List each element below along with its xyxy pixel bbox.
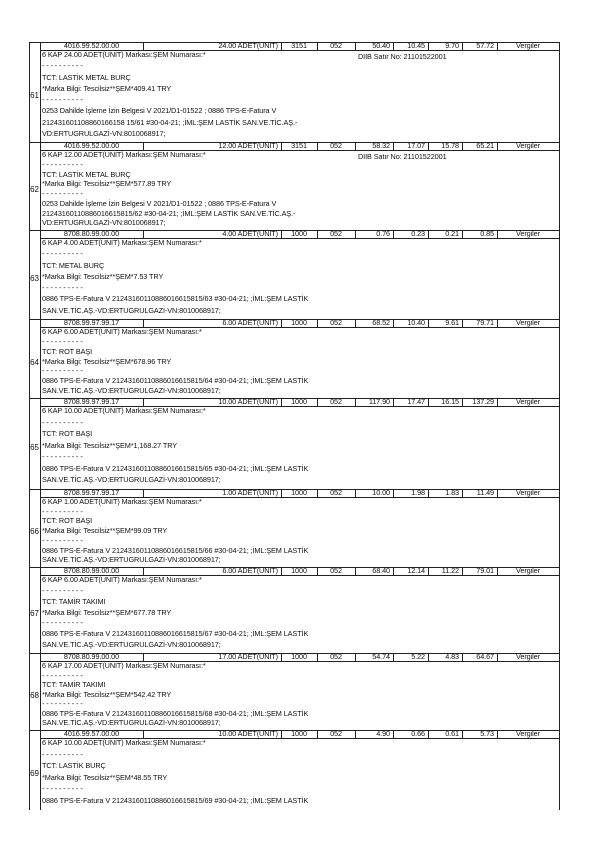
description-line: 6 KAP 4.00 ADET(UNIT) Markası:ŞEM Numarası:* [42, 238, 202, 247]
amount-3: 15.78 [441, 141, 459, 150]
amount-2: 0.66 [411, 729, 425, 738]
country-code: 3151 [291, 41, 307, 50]
description-line: 0886 TPS-E-Fatura V 21243160110886016615815/66 #30-04-21; ;İML:ŞEM LASTİK [42, 546, 309, 555]
amount-4: 137.29 [472, 397, 494, 406]
item-number: 61 [30, 91, 39, 100]
description-line: TCT: ROT BAŞI [42, 516, 93, 525]
item-number: 67 [30, 609, 39, 618]
quantity: 1.00 ADET(UNIT) [222, 488, 278, 497]
description-line: 212431601108860166158 15/61 #30-04-21; ;İML:ŞEM LASTİK SAN.VE.TİC.AŞ.- [42, 118, 298, 127]
description-line: - - - - - - - - - - [42, 366, 83, 375]
tariff-code: 8708.99.97.99.17 [63, 397, 120, 406]
country-code: 1000 [291, 652, 307, 661]
amount-3: 4.83 [445, 652, 459, 661]
country-code: 1000 [291, 566, 307, 575]
description-line: 6 KAP 17.00 ADET(UNIT) Markası:ŞEM Numarası:* [42, 661, 206, 670]
description-line: - - - - - - - - - - [42, 671, 83, 680]
amount-1: 117.90 [368, 397, 390, 406]
description-line: 0253 Dahilde İşleme İzin Belgesi V 2021/D1-01522 ; 0886 TPS-E-Fatura V [42, 199, 277, 208]
row-number-divider [40, 42, 41, 810]
amount-2: 10.40 [407, 318, 425, 327]
description-line: - - - - - - - - - - [42, 249, 83, 258]
diib-line-note: DIIB Satır No: 21101522001 [358, 152, 447, 161]
description-line: 0886 TPS-E-Fatura V 21243160110886016615815/64 #30-04-21; ;İML:ŞEM LASTİK [42, 376, 309, 385]
regime-label: Vergiler [516, 397, 540, 406]
description-line: 0886 TPS-E-Fatura V 21243160110886016615815/67 #30-04-21; ;İML:ŞEM LASTİK [42, 629, 309, 638]
country-code: 1000 [291, 488, 307, 497]
description-line: TCT: LASTİK BURÇ [42, 761, 106, 770]
description-line: - - - - - - - - - - [42, 337, 83, 346]
description-line: VD:ERTUGRULGAZİ-VN:8010068917; [42, 218, 166, 227]
description-line: *Marka Bilgi: Tescilsiz**ŞEM*7.53 TRY [42, 272, 164, 281]
quantity: 10.00 ADET(UNIT) [218, 729, 278, 738]
description-line: - - - - - - - - - - [42, 418, 83, 427]
quantity: 6.00 ADET(UNIT) [222, 318, 278, 327]
description-line: - - - - - - - - - - [42, 586, 83, 595]
description-line: TCT: LASTİK METAL BURÇ [42, 73, 131, 82]
regime-label: Vergiler [516, 566, 540, 575]
amount-2: 1.98 [411, 488, 425, 497]
item-number: 65 [30, 443, 39, 452]
amount-4: 5.73 [480, 729, 494, 738]
amount-3: 11.22 [441, 566, 459, 575]
country-code: 1000 [291, 318, 307, 327]
description-line: TCT: ROT BAŞI [42, 347, 93, 356]
description-line: - - - - - - - - - - [42, 160, 83, 169]
description-line: - - - - - - - - - - [42, 61, 83, 70]
currency-code: 052 [330, 566, 342, 575]
country-code: 1000 [291, 397, 307, 406]
amount-2: 0.23 [411, 229, 425, 238]
tariff-code: 4016.99.57.00.00 [63, 729, 120, 738]
regime-label: Vergiler [516, 318, 540, 327]
item-number: 68 [30, 691, 39, 700]
description-line: TCT: LASTİK METAL BURÇ [42, 170, 131, 179]
tariff-code: 8708.99.97.99.17 [63, 318, 120, 327]
tariff-code: 8708.80.99.00.00 [63, 229, 120, 238]
description-line: 6 KAP 12.00 ADET(UNIT) Markası:ŞEM Numarası:* [42, 150, 206, 159]
description-line: 0886 TPS-E-Fatura V 21243160110886016615815/69 #30-04-21; ;İML:ŞEM LASTİK [42, 796, 309, 805]
quantity: 4.00 ADET(UNIT) [222, 229, 278, 238]
description-line: 6 KAP 10.00 ADET(UNIT) Markası:ŞEM Numarası:* [42, 406, 206, 415]
country-code: 3151 [291, 141, 307, 150]
table-right-border [559, 42, 560, 810]
currency-code: 052 [330, 488, 342, 497]
amount-4: 79.71 [476, 318, 494, 327]
description-line: - - - - - - - - - - [42, 452, 83, 461]
currency-code: 052 [330, 652, 342, 661]
description-line: SAN.VE.TİC.AŞ.-VD:ERTUGRULGAZİ-VN:8010068917; [42, 640, 221, 649]
amount-4: 0.85 [480, 229, 494, 238]
currency-code: 052 [330, 397, 342, 406]
regime-label: Vergiler [516, 488, 540, 497]
item-number: 62 [30, 185, 39, 194]
amount-1: 58.32 [372, 141, 390, 150]
amount-1: 4.90 [376, 729, 390, 738]
description-line: - - - - - - - - - - [42, 536, 83, 545]
amount-1: 0.76 [376, 229, 390, 238]
tariff-code: 4016.99.52.00.00 [63, 41, 120, 50]
quantity: 12.00 ADET(UNIT) [218, 141, 278, 150]
description-line: *Marka Bilgi: Tescilsiz**ŞEM*542.42 TRY [42, 690, 172, 699]
description-line: 6 KAP 6.00 ADET(UNIT) Markası:ŞEM Numarası:* [42, 327, 202, 336]
amount-4: 57.72 [476, 41, 494, 50]
quantity: 6.00 ADET(UNIT) [222, 566, 278, 575]
description-line: 6 KAP 10.00 ADET(UNIT) Markası:ŞEM Numarası:* [42, 738, 206, 747]
description-line: 0886 TPS-E-Fatura V 21243160110886016615815/65 #30-04-21; ;İML:ŞEM LASTİK [42, 464, 309, 473]
description-line: *Marka Bilgi: Tescilsiz**ŞEM*48.55 TRY [42, 773, 168, 782]
tariff-code: 8708.80.99.00.00 [63, 652, 120, 661]
description-line: - - - - - - - - - - [42, 784, 83, 793]
description-line: 0886 TPS-E-Fatura V 21243160110886016615815/68 #30-04-21; ;İML:ŞEM LASTİK [42, 709, 309, 718]
item-number: 69 [30, 769, 39, 778]
country-code: 1000 [291, 729, 307, 738]
item-number: 64 [30, 358, 39, 367]
amount-1: 68.52 [372, 318, 390, 327]
description-line: *Marka Bilgi: Tescilsiz**ŞEM*1,168.27 TRY [42, 441, 178, 450]
amount-3: 9.70 [445, 41, 459, 50]
diib-line-note: DIIB Satır No: 21101522001 [358, 52, 447, 61]
description-line: 0253 Dahilde İşleme İzin Belgesi V 2021/D1-01522 ; 0886 TPS-E-Fatura V [42, 106, 277, 115]
amount-3: 0.61 [445, 729, 459, 738]
regime-label: Vergiler [516, 729, 540, 738]
currency-code: 052 [330, 318, 342, 327]
amount-2: 17.07 [407, 141, 425, 150]
tariff-code: 4016.99.52.00.00 [63, 141, 120, 150]
description-line: SAN.VE.TİC.AŞ.-VD:ERTUGRULGAZİ-VN:8010068917; [42, 386, 221, 395]
amount-1: 54.74 [372, 652, 390, 661]
amount-1: 50.40 [372, 41, 390, 50]
amount-2: 12.14 [407, 566, 425, 575]
currency-code: 052 [330, 729, 342, 738]
description-line: *Marka Bilgi: Tescilsiz**ŞEM*678.96 TRY [42, 357, 172, 366]
item-number: 66 [30, 527, 39, 536]
description-line: *Marka Bilgi: Tescilsiz**ŞEM*677.78 TRY [42, 608, 172, 617]
country-code: 1000 [291, 229, 307, 238]
amount-4: 11.49 [476, 488, 494, 497]
regime-label: Vergiler [516, 41, 540, 50]
description-line: 0886 TPS-E-Fatura V 21243160110886016615815/63 #30-04-21; ;İML:ŞEM LASTİK [42, 294, 309, 303]
description-line: - - - - - - - - - - [42, 189, 83, 198]
description-line: - - - - - - - - - - [42, 750, 83, 759]
description-line: VD:ERTUGRULGAZİ-VN:8010068917; [42, 129, 166, 138]
quantity: 24.00 ADET(UNIT) [218, 41, 278, 50]
description-line: - - - - - - - - - - [42, 283, 83, 292]
description-line: 6 KAP 24.00 ADET(UNIT) Markası:ŞEM Numarası:* [42, 50, 206, 59]
tariff-code: 8708.99.97.99.17 [63, 488, 120, 497]
amount-2: 17.47 [407, 397, 425, 406]
regime-label: Vergiler [516, 141, 540, 150]
amount-1: 10.00 [372, 488, 390, 497]
amount-4: 79.01 [476, 566, 494, 575]
amount-2: 5.22 [411, 652, 425, 661]
description-line: - - - - - - - - - - [42, 618, 83, 627]
tariff-code: 8708.80.99.00.00 [63, 566, 120, 575]
description-line: 21243160110886016615815/62 #30-04-21; ;İML:ŞEM LASTİK SAN.VE.TİC.AŞ.- [42, 209, 296, 218]
regime-label: Vergiler [516, 229, 540, 238]
description-line: *Marka Bilgi: Tescilsiz**ŞEM*409.41 TRY [42, 84, 172, 93]
description-line: SAN.VE.TİC.AŞ.-VD:ERTUGRULGAZİ-VN:8010068917; [42, 555, 221, 564]
description-line: 6 KAP 6.00 ADET(UNIT) Markası:ŞEM Numarası:* [42, 575, 202, 584]
amount-3: 1.83 [445, 488, 459, 497]
quantity: 17.00 ADET(UNIT) [218, 652, 278, 661]
amount-3: 0.21 [445, 229, 459, 238]
currency-code: 052 [330, 141, 342, 150]
item-number: 63 [30, 274, 39, 283]
amount-2: 10.45 [407, 41, 425, 50]
description-line: - - - - - - - - - - [42, 95, 83, 104]
description-line: TCT: TAMİR TAKIMI [42, 680, 106, 689]
description-line: SAN.VE.TİC.AŞ.-VD:ERTUGRULGAZİ-VN:8010068917; [42, 475, 221, 484]
description-line: SAN.VE.TİC.AŞ.-VD:ERTUGRULGAZİ-VN:8010068917; [42, 306, 221, 315]
description-line: SAN.VE.TİC.AŞ.-VD:ERTUGRULGAZİ-VN:8010068917; [42, 718, 221, 727]
currency-code: 052 [330, 41, 342, 50]
description-line: TCT: ROT BAŞI [42, 429, 93, 438]
amount-4: 64.67 [476, 652, 494, 661]
description-line: 6 KAP 1.00 ADET(UNIT) Markası:ŞEM Numarası:* [42, 497, 202, 506]
amount-3: 9.61 [445, 318, 459, 327]
description-line: *Marka Bilgi: Tescilsiz**ŞEM*577.89 TRY [42, 179, 172, 188]
description-line: TCT: TAMİR TAKIMI [42, 597, 106, 606]
quantity: 10.00 ADET(UNIT) [218, 397, 278, 406]
description-line: - - - - - - - - - - [42, 507, 83, 516]
currency-code: 052 [330, 229, 342, 238]
description-line: *Marka Bilgi: Tescilsiz**ŞEM*99.09 TRY [42, 526, 168, 535]
description-line: TCT: METAL BURÇ [42, 261, 105, 270]
amount-1: 68.40 [372, 566, 390, 575]
amount-4: 65.21 [476, 141, 494, 150]
amount-3: 16.15 [441, 397, 459, 406]
regime-label: Vergiler [516, 652, 540, 661]
description-line: - - - - - - - - - - [42, 699, 83, 708]
